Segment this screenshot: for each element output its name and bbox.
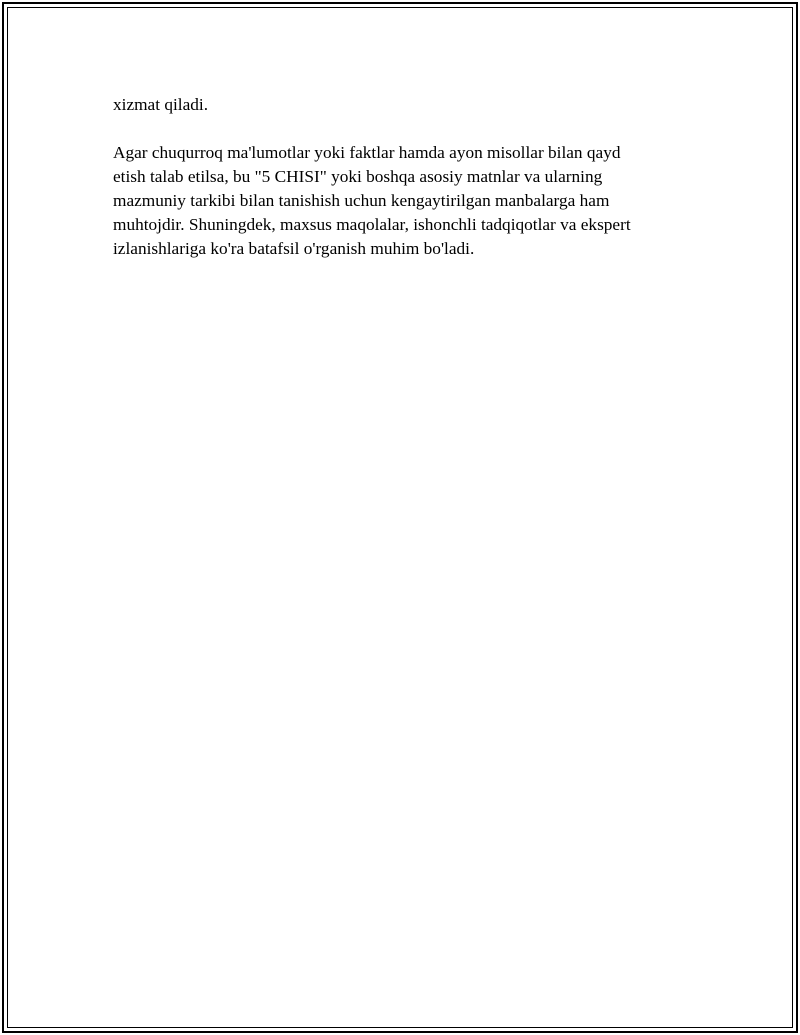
text-line: mazmuniy tarkibi bilan tanishish uchun kengaytirilgan manbalarga ham (113, 191, 610, 210)
text-line: muhtojdir. Shuningdek, maxsus maqolalar, ishonchli tadqiqotlar va ekspert (113, 215, 631, 234)
text-line: etish talab etilsa, bu "5 CHISI" yoki boshqa asosiy matnlar va ularning (113, 167, 603, 186)
text-line: xizmat qiladi. (113, 95, 209, 114)
paragraph-1 (113, 93, 673, 117)
text-line: Agar chuqurroq ma'lumotlar yoki faktlar hamda ayon misollar bilan qayd (113, 143, 621, 162)
paragraph-2 (113, 141, 673, 261)
document-body (113, 93, 673, 285)
text-line: izlanishlariga ko'ra batafsil o'rganish muhim bo'ladi. (113, 239, 475, 258)
